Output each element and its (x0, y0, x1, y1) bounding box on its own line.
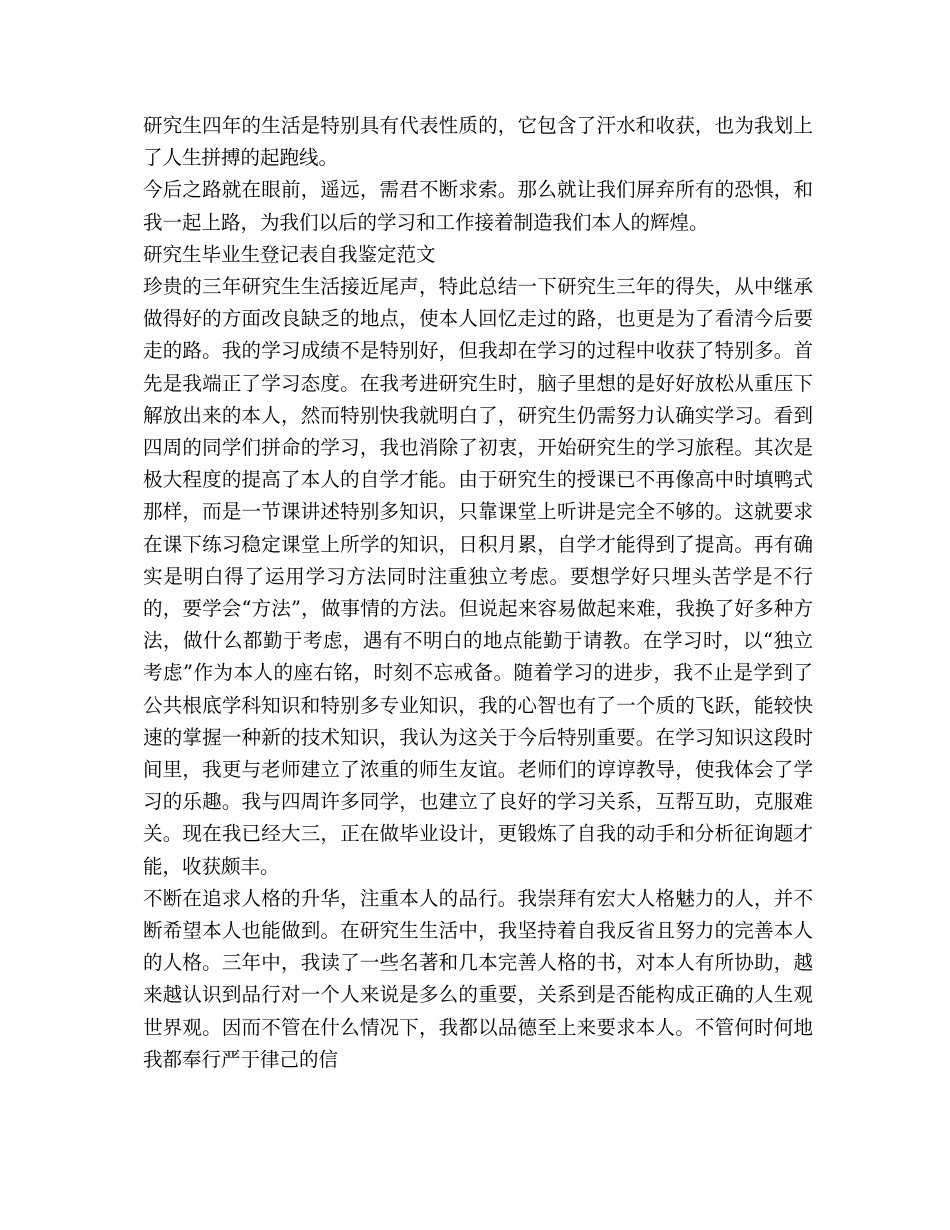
document-body (143, 110, 813, 1076)
paragraph-3: 珍贵的三年研究生生活接近尾声，特此总结一下研究生三年的得失，从中继承做得好的方面改良缺乏的地点，使本人回忆走过的路，也更是为了看清今后要走的路。我的学习成绩不是特别好，但我却在学习的过程中收获了特别多。首先是我端正了学习态度。在我考进研究生时，脑子里想的是好好放松从重压下解放出来的本人，然而特别快我就明白了，研究生仍需努力认确实学习。看到四周的同学们拼命的学习，我也消除了初衷，开始研究生的学习旅程。其次是极大程度的提高了本人的自学才能。由于研究生的授课已不再像高中时填鸭式那样，而是一节课讲述特别多知识，只靠课堂上听讲是完全不够的。这就要求在课下练习稳定课堂上所学的知识，日积月累，自学才能得到了提高。再有确实是明白得了运用学习方法同时注重独立考虑。要想学好只埋头苦学是不行的，要学会“方法”，做事情的方法。但说起来容易做起来难，我换了好多种方法，做什么都勤于考虑，遇有不明白的地点能勤于请教。在学习时，以“独立考虑”作为本人的座右铭，时刻不忘戒备。随着学习的进步，我不止是学到了公共根底学科知识和特别多专业知识，我的心智也有了一个质的飞跃，能较快速的掌握一种新的技术知识，我认为这关于今后特别重要。在学习知识这段时间里，我更与老师建立了浓重的师生友谊。老师们的谆谆教导，使我体会了学习的乐趣。我与四周许多同学，也建立了良好的学习关系，互帮互助，克服难关。现在我已经大三，正在做毕业设计，更锻炼了自我的动手和分析征询题才能，收获颇丰。 (143, 275, 813, 878)
paragraph-1: 研究生四年的生活是特别具有代表性质的，它包含了汗水和收获，也为我划上了人生拼搏的起跑线。 (143, 114, 813, 170)
section-heading: 研究生毕业生登记表自我鉴定范文 (143, 242, 436, 266)
paragraph-4: 不断在追求人格的升华，注重本人的品行。我崇拜有宏大人格魅力的人，并不断希望本人也能做到。在研究生生活中，我坚持着自我反省且努力的完善本人的人格。三年中，我读了一些名著和几本完善人格的书，对本人有所协助，越来越认识到品行对一个人来说是多么的重要，关系到是否能构成正确的人生观世界观。因而不管在什么情况下，我都以品德至上来要求本人。不管何时何地我都奉行严于律己的信 (143, 886, 813, 1071)
paragraph-2: 今后之路就在眼前，遥远，需君不断求索。那么就让我们屏弃所有的恐惧，和我一起上路，为我们以后的学习和工作接着制造我们本人的辉煌。 (143, 178, 813, 234)
